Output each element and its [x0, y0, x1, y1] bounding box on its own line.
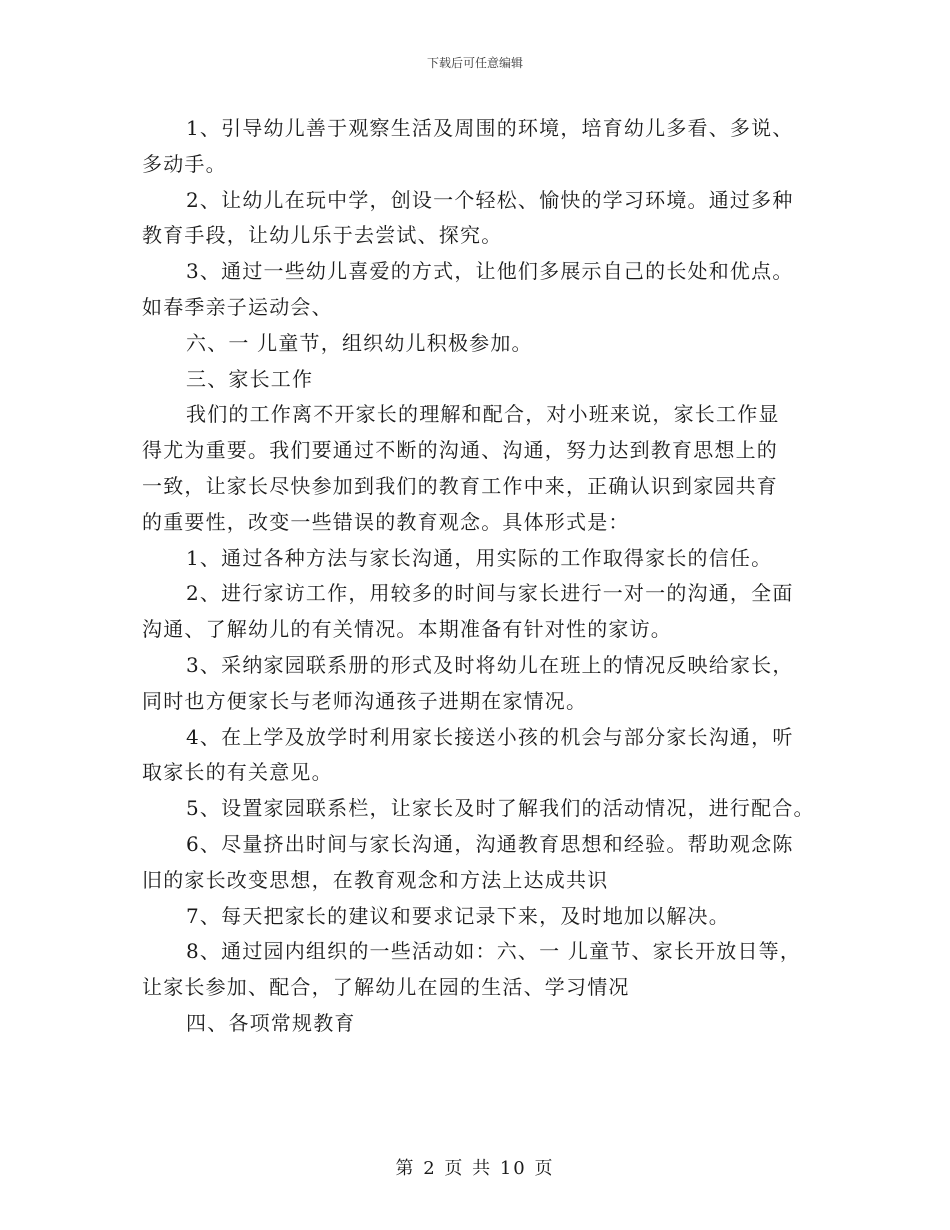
- text-line: 2、让幼儿在玩中学，创设一个轻松、愉快的学习环境。通过多种: [186, 187, 794, 212]
- text-line: 1、引导幼儿善于观察生活及周围的环境，培育幼儿多看、多说、: [186, 116, 794, 140]
- text-line: 6、尽量挤出时间与家长沟通，沟通教育思想和经验。帮助观念陈: [186, 831, 794, 856]
- text-line: 我们的工作离不开家长的理解和配合，对小班来说，家长工作显: [186, 402, 780, 427]
- text-line: 3、采纳家园联系册的形式及时将幼儿在班上的情况反映给家长，: [186, 652, 794, 677]
- page-footer: 第 2 页 共 10 页: [395, 1158, 555, 1179]
- text-line: 3、通过一些幼儿喜爱的方式，让他们多展示自己的长处和优点。: [186, 259, 794, 284]
- text-line: 让家长参加、配合，了解幼儿在园的生活、学习情况: [142, 975, 630, 1000]
- text-line: 的重要性，改变一些错误的教育观念。具体形式是：: [142, 509, 630, 534]
- text-line: 六、一 儿童节，组织幼儿积极参加。: [186, 330, 533, 355]
- text-line: 三、家长工作: [186, 366, 314, 391]
- text-line: 四、各项常规教育: [186, 1010, 356, 1035]
- text-line: 沟通、了解幼儿的有关情况。本期准备有针对性的家访。: [142, 617, 672, 642]
- text-line: 2、进行家访工作，用较多的时间与家长进行一对一的沟通，全面: [186, 581, 794, 606]
- text-line: 1、通过各种方法与家长沟通，用实际的工作取得家长的信任。: [186, 545, 773, 570]
- text-line: 教育手段，让幼儿乐于去尝试、探究。: [142, 223, 503, 248]
- text-line: 同时也方便家长与老师沟通孩子进期在家情况。: [142, 688, 588, 713]
- text-line: 得尤为重要。我们要通过不断的沟通、沟通，努力达到教育思想上的: [142, 438, 778, 463]
- page-header: 下载后可任意编辑: [426, 56, 523, 70]
- text-line: 如春季亲子运动会、: [142, 294, 333, 319]
- text-line: 取家长的有关意见。: [142, 760, 333, 785]
- text-line: 一致，让家长尽快参加到我们的教育工作中来，正确认识到家园共育: [142, 473, 778, 498]
- text-line: 多动手。: [142, 151, 227, 176]
- body-text: [142, 111, 817, 1042]
- text-line: 7、每天把家长的建议和要求记录下来，及时地加以解决。: [186, 903, 730, 928]
- text-line: 5、设置家园联系栏，让家长及时了解我们的活动情况，进行配合。: [186, 796, 815, 821]
- text-line: 4、在上学及放学时利用家长接送小孩的机会与部分家长沟通，听: [186, 724, 794, 749]
- text-line: 8、通过园内组织的一些活动如：六、一 儿童节、家长开放日等，: [186, 939, 802, 964]
- text-line: 旧的家长改变思想，在教育观念和方法上达成共识: [142, 867, 609, 892]
